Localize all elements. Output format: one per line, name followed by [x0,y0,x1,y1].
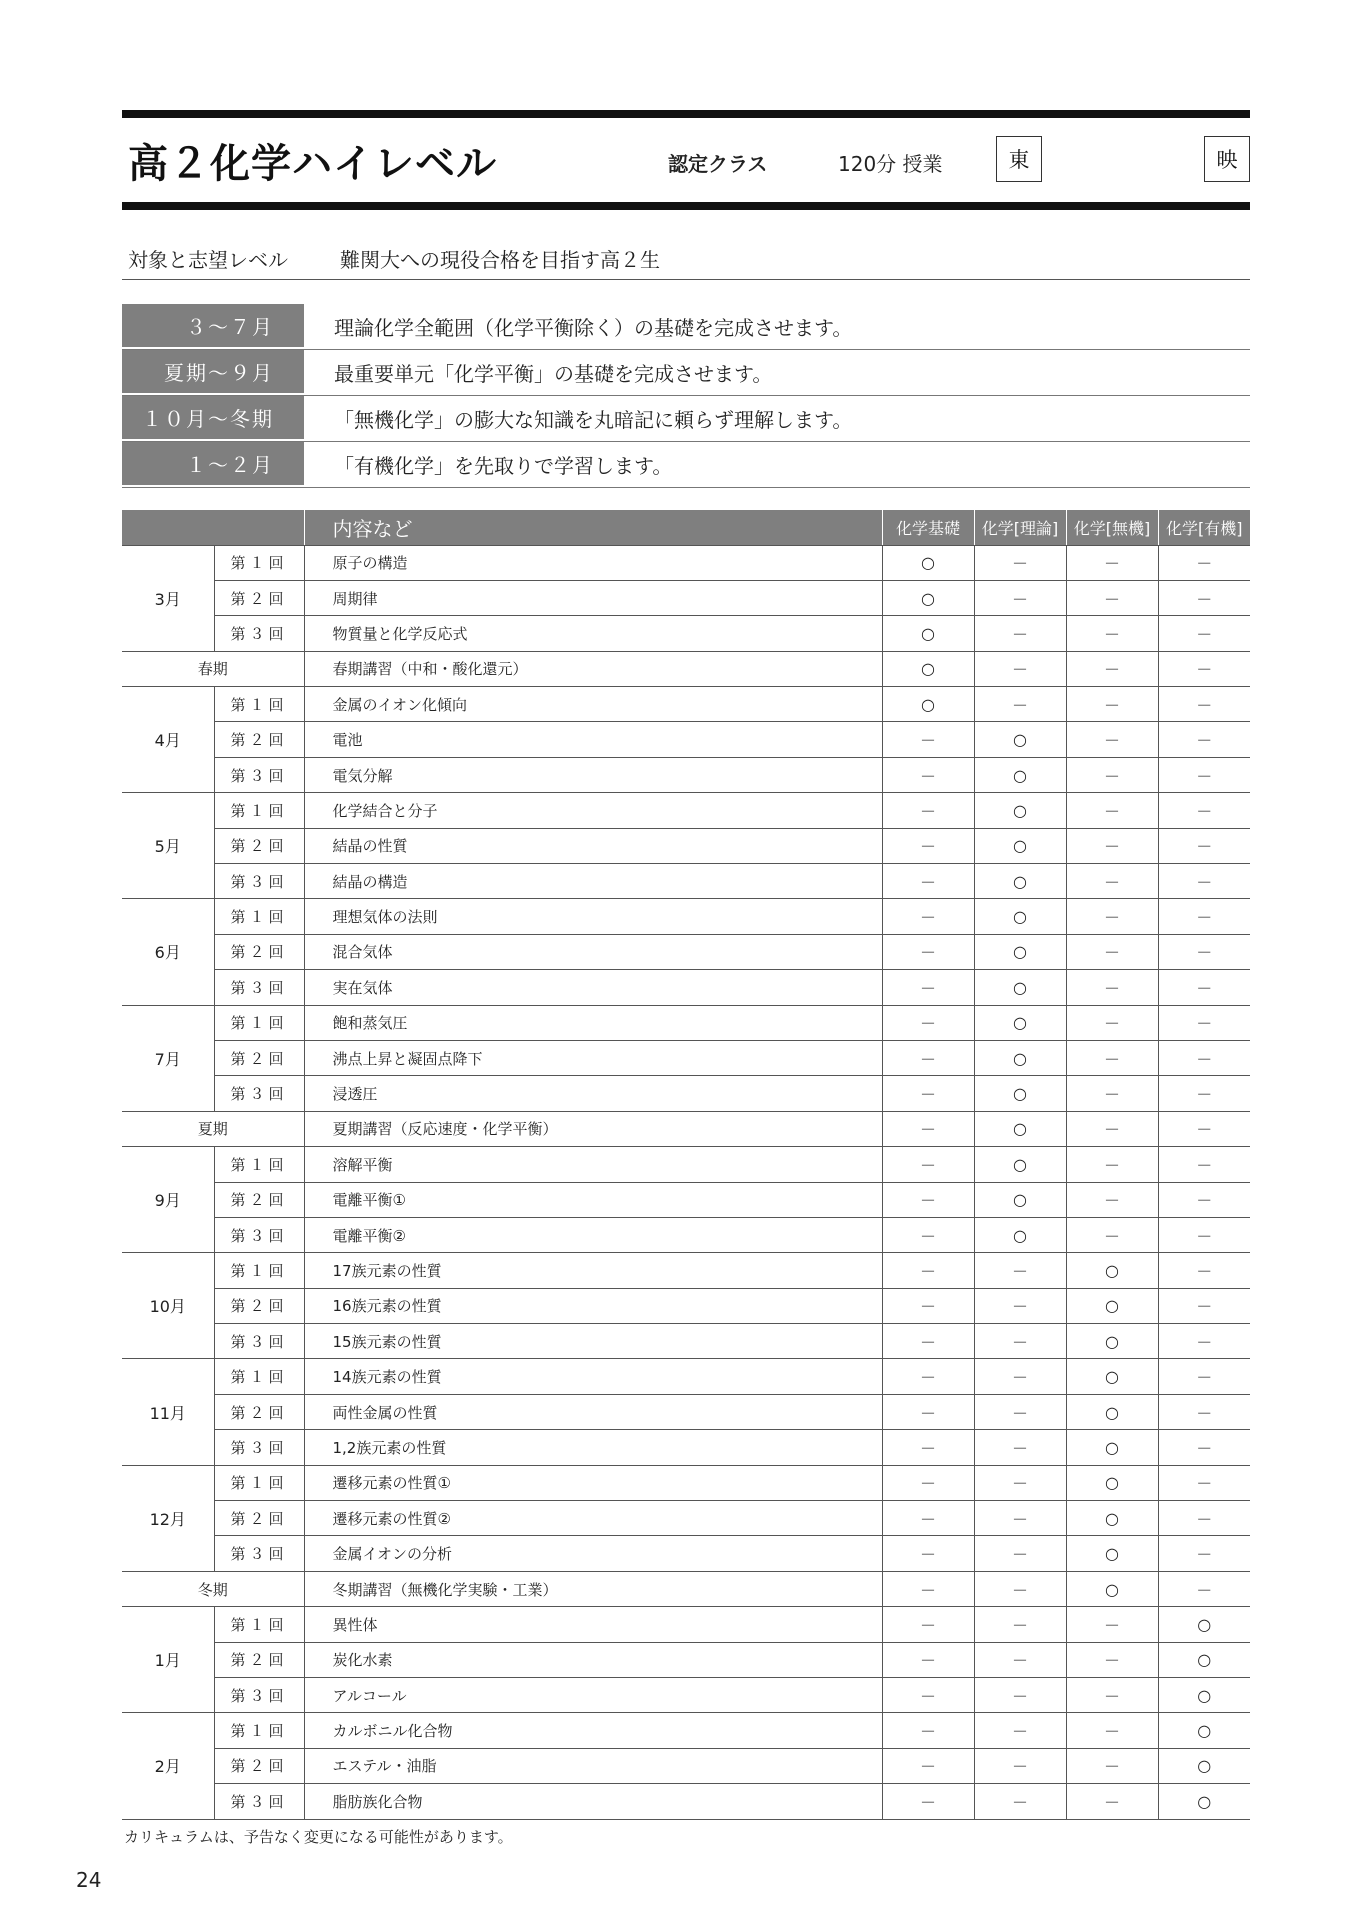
topic-mark-cell: － [1066,651,1158,686]
topic-mark-cell: － [882,1005,974,1040]
period-description: 最重要単元「化学平衡」の基礎を完成させます。 [334,362,773,386]
topic-mark-cell: － [1158,1005,1250,1040]
topic-mark-cell: － [882,1465,974,1500]
topic-mark-cell: － [882,1359,974,1394]
period-row [122,304,1250,350]
east-campus-badge: 東 [996,136,1042,182]
session-cell: 第１回 [214,687,304,722]
table-row [122,1217,1250,1252]
header-content: 内容など [304,510,882,545]
topic-mark-cell: － [1158,1430,1250,1465]
topic-mark-cell: － [1066,1217,1158,1252]
topic-mark-cell: － [974,1713,1066,1748]
table-row [122,1430,1250,1465]
content-cell: 春期講習（中和・酸化還元） [304,651,882,686]
topic-mark-cell: ○ [882,616,974,651]
table-row [122,934,1250,969]
table-row [122,1748,1250,1783]
header-topic-theory: 化学[理論] [974,510,1066,545]
period-row [122,350,1250,396]
content-cell: 周期律 [304,580,882,615]
table-row [122,616,1250,651]
content-cell: 金属イオンの分析 [304,1536,882,1571]
session-cell: 第２回 [214,1288,304,1323]
table-row [122,1040,1250,1075]
topic-mark-cell: － [882,1324,974,1359]
topic-mark-cell: － [882,1288,974,1323]
topic-mark-cell: ○ [882,545,974,580]
topic-mark-cell: － [1158,1501,1250,1536]
topic-mark-cell: － [1066,1040,1158,1075]
topic-mark-cell: － [1158,1147,1250,1182]
topic-mark-cell: ○ [974,1076,1066,1111]
topic-mark-cell: － [1158,722,1250,757]
topic-mark-cell: － [1066,899,1158,934]
session-cell: 第２回 [214,722,304,757]
period-summary [122,304,1250,488]
topic-mark-cell: ○ [974,970,1066,1005]
period-description: 「有機化学」を先取りで学習します。 [334,454,673,478]
content-cell: 15族元素の性質 [304,1324,882,1359]
table-row [122,1607,1250,1642]
month-cell: 1月 [122,1607,214,1713]
topic-mark-cell: ○ [1158,1642,1250,1677]
header-topic-organic: 化学[有機] [1158,510,1250,545]
month-cell: 2月 [122,1713,214,1819]
target-level-row [122,238,1250,280]
topic-mark-cell: ○ [974,757,1066,792]
topic-mark-cell: ○ [1066,1359,1158,1394]
topic-mark-cell: － [1158,1182,1250,1217]
topic-mark-cell: － [1066,1748,1158,1783]
topic-mark-cell: － [974,1394,1066,1429]
content-cell: 両性金属の性質 [304,1394,882,1429]
content-cell: 浸透圧 [304,1076,882,1111]
table-row [122,1501,1250,1536]
content-cell: 結晶の構造 [304,864,882,899]
session-cell: 第２回 [214,1642,304,1677]
session-cell: 第１回 [214,1607,304,1642]
session-cell: 第２回 [214,934,304,969]
topic-mark-cell: ○ [974,793,1066,828]
disclaimer-note: カリキュラムは、予告なく変更になる可能性があります。 [124,1827,513,1846]
session-cell: 第２回 [214,828,304,863]
topic-mark-cell: － [1066,1642,1158,1677]
topic-mark-cell: ○ [974,1217,1066,1252]
topic-mark-cell: ○ [1066,1465,1158,1500]
lesson-duration: 120分 授業 [838,152,943,176]
topic-mark-cell: ○ [974,1147,1066,1182]
content-cell: 化学結合と分子 [304,793,882,828]
table-row [122,580,1250,615]
month-cell: 7月 [122,1005,214,1111]
topic-mark-cell: － [1066,1607,1158,1642]
table-row [122,651,1250,686]
header-topic-inorganic: 化学[無機] [1066,510,1158,545]
topic-mark-cell: ○ [974,1182,1066,1217]
topic-mark-cell: － [974,1324,1066,1359]
topic-mark-cell: － [1158,1536,1250,1571]
session-cell: 第２回 [214,1182,304,1217]
topic-mark-cell: ○ [1066,1394,1158,1429]
topic-mark-cell: － [1066,545,1158,580]
table-row [122,1571,1250,1606]
period-name: １～２月 [122,442,304,487]
topic-mark-cell: － [974,1642,1066,1677]
class-type: 認定クラス [668,152,768,176]
month-cell: 4月 [122,687,214,793]
table-row [122,1147,1250,1182]
content-cell: 炭化水素 [304,1642,882,1677]
topic-mark-cell: － [974,1784,1066,1819]
table-row [122,1005,1250,1040]
topic-mark-cell: ○ [1066,1324,1158,1359]
course-page [122,110,1250,1847]
period-description: 理論化学全範囲（化学平衡除く）の基礎を完成させます。 [334,316,853,340]
topic-mark-cell: － [1066,793,1158,828]
content-cell: 結晶の性質 [304,828,882,863]
table-row [122,722,1250,757]
content-cell: 16族元素の性質 [304,1288,882,1323]
session-cell: 第２回 [214,1748,304,1783]
month-cell: 10月 [122,1253,214,1359]
session-cell: 第２回 [214,1501,304,1536]
table-row [122,864,1250,899]
topic-mark-cell: ○ [974,934,1066,969]
session-cell: 第３回 [214,1784,304,1819]
topic-mark-cell: － [1066,1784,1158,1819]
content-cell: 1,2族元素の性質 [304,1430,882,1465]
content-cell: カルボニル化合物 [304,1713,882,1748]
topic-mark-cell: － [1066,616,1158,651]
session-cell: 第３回 [214,1076,304,1111]
header-blank [122,510,304,545]
content-cell: 溶解平衡 [304,1147,882,1182]
table-row [122,687,1250,722]
content-cell: 17族元素の性質 [304,1253,882,1288]
topic-mark-cell: － [974,1465,1066,1500]
topic-mark-cell: － [1158,545,1250,580]
topic-mark-cell: － [974,1536,1066,1571]
topic-mark-cell: － [882,1536,974,1571]
month-cell: 11月 [122,1359,214,1465]
topic-mark-cell: － [1158,1111,1250,1146]
topic-mark-cell: － [974,687,1066,722]
topic-mark-cell: － [1158,934,1250,969]
header-topic-basic: 化学基礎 [882,510,974,545]
table-row [122,1678,1250,1713]
target-label: 対象と志望レベル [128,248,288,272]
special-term-cell: 春期 [122,651,304,686]
topic-mark-cell: － [1066,1182,1158,1217]
topic-mark-cell: － [882,899,974,934]
session-cell: 第２回 [214,1394,304,1429]
topic-mark-cell: ○ [974,722,1066,757]
topic-mark-cell: － [882,828,974,863]
topic-mark-cell: ○ [974,828,1066,863]
curriculum-table [122,510,1250,1820]
table-row [122,1076,1250,1111]
topic-mark-cell: － [1066,1678,1158,1713]
session-cell: 第３回 [214,1678,304,1713]
table-row [122,1394,1250,1429]
topic-mark-cell: － [974,1748,1066,1783]
topic-mark-cell: ○ [974,1040,1066,1075]
topic-mark-cell: ○ [1158,1607,1250,1642]
topic-mark-cell: － [1158,1571,1250,1606]
topic-mark-cell: － [882,864,974,899]
topic-mark-cell: － [1066,1111,1158,1146]
topic-mark-cell: － [974,545,1066,580]
table-row [122,899,1250,934]
special-term-cell: 冬期 [122,1571,304,1606]
table-row [122,545,1250,580]
topic-mark-cell: － [974,1571,1066,1606]
topic-mark-cell: － [1158,1394,1250,1429]
table-row [122,1784,1250,1819]
topic-mark-cell: － [1066,580,1158,615]
topic-mark-cell: － [974,651,1066,686]
topic-mark-cell: － [882,1501,974,1536]
topic-mark-cell: － [882,1040,974,1075]
topic-mark-cell: － [1158,1359,1250,1394]
content-cell: 沸点上昇と凝固点降下 [304,1040,882,1075]
table-row [122,1359,1250,1394]
month-cell: 12月 [122,1465,214,1571]
topic-mark-cell: － [1158,1040,1250,1075]
topic-mark-cell: － [1066,934,1158,969]
content-cell: 金属のイオン化傾向 [304,687,882,722]
topic-mark-cell: － [882,1253,974,1288]
content-cell: 混合気体 [304,934,882,969]
table-row [122,1288,1250,1323]
content-cell: 電離平衡② [304,1217,882,1252]
month-cell: 5月 [122,793,214,899]
topic-mark-cell: － [1066,1005,1158,1040]
topic-mark-cell: － [1158,1288,1250,1323]
topic-mark-cell: ○ [974,1111,1066,1146]
topic-mark-cell: － [882,934,974,969]
content-cell: 脂肪族化合物 [304,1784,882,1819]
period-row [122,442,1250,488]
content-cell: 理想気体の法則 [304,899,882,934]
session-cell: 第３回 [214,757,304,792]
session-cell: 第３回 [214,1324,304,1359]
session-cell: 第１回 [214,545,304,580]
month-cell: 9月 [122,1147,214,1253]
topic-mark-cell: － [882,1147,974,1182]
topic-mark-cell: ○ [882,580,974,615]
topic-mark-cell: － [974,1501,1066,1536]
topic-mark-cell: － [882,757,974,792]
content-cell: 実在気体 [304,970,882,1005]
topic-mark-cell: － [1066,722,1158,757]
topic-mark-cell: － [882,1394,974,1429]
topic-mark-cell: － [882,1076,974,1111]
session-cell: 第１回 [214,1147,304,1182]
topic-mark-cell: － [974,580,1066,615]
session-cell: 第１回 [214,793,304,828]
content-cell: 原子の構造 [304,545,882,580]
topic-mark-cell: － [974,616,1066,651]
session-cell: 第１回 [214,1713,304,1748]
topic-mark-cell: － [882,1713,974,1748]
topic-mark-cell: － [974,1430,1066,1465]
period-name: １０月～冬期 [122,396,304,441]
table-row [122,1324,1250,1359]
table-row [122,757,1250,792]
month-cell: 3月 [122,545,214,651]
topic-mark-cell: ○ [1066,1571,1158,1606]
topic-mark-cell: － [882,1607,974,1642]
topic-mark-cell: － [1158,580,1250,615]
topic-mark-cell: ○ [974,864,1066,899]
topic-mark-cell: － [882,1748,974,1783]
topic-mark-cell: － [882,1571,974,1606]
topic-mark-cell: － [974,1288,1066,1323]
topic-mark-cell: － [1066,864,1158,899]
table-header-row [122,510,1250,545]
topic-mark-cell: ○ [1066,1430,1158,1465]
topic-mark-cell: － [1066,757,1158,792]
topic-mark-cell: － [1158,1465,1250,1500]
topic-mark-cell: － [882,722,974,757]
session-cell: 第１回 [214,1253,304,1288]
session-cell: 第３回 [214,1430,304,1465]
topic-mark-cell: － [1066,828,1158,863]
content-cell: 飽和蒸気圧 [304,1005,882,1040]
topic-mark-cell: － [882,1217,974,1252]
topic-mark-cell: － [882,1111,974,1146]
topic-mark-cell: － [1158,1076,1250,1111]
topic-mark-cell: ○ [974,899,1066,934]
table-row [122,1713,1250,1748]
topic-mark-cell: － [974,1678,1066,1713]
topic-mark-cell: － [1158,864,1250,899]
topic-mark-cell: － [1158,651,1250,686]
content-cell: エステル・油脂 [304,1748,882,1783]
content-cell: 夏期講習（反応速度・化学平衡） [304,1111,882,1146]
period-row [122,396,1250,442]
video-badge: 映 [1204,136,1250,182]
table-row [122,1182,1250,1217]
topic-mark-cell: － [882,1642,974,1677]
content-cell: 電離平衡① [304,1182,882,1217]
topic-mark-cell: － [974,1607,1066,1642]
content-cell: 物質量と化学反応式 [304,616,882,651]
topic-mark-cell: － [1158,828,1250,863]
topic-mark-cell: － [1158,1253,1250,1288]
topic-mark-cell: ○ [1066,1253,1158,1288]
topic-mark-cell: － [1066,1147,1158,1182]
topic-mark-cell: ○ [1158,1748,1250,1783]
content-cell: 14族元素の性質 [304,1359,882,1394]
table-row [122,1642,1250,1677]
topic-mark-cell: － [1066,687,1158,722]
topic-mark-cell: － [1158,757,1250,792]
session-cell: 第１回 [214,1465,304,1500]
topic-mark-cell: ○ [1066,1536,1158,1571]
content-cell: 電池 [304,722,882,757]
table-row [122,828,1250,863]
session-cell: 第３回 [214,864,304,899]
topic-mark-cell: ○ [1158,1713,1250,1748]
topic-mark-cell: － [882,1784,974,1819]
topic-mark-cell: － [1066,1076,1158,1111]
topic-mark-cell: － [882,970,974,1005]
content-cell: 異性体 [304,1607,882,1642]
topic-mark-cell: － [1158,1324,1250,1359]
session-cell: 第３回 [214,1536,304,1571]
month-cell: 6月 [122,899,214,1005]
topic-mark-cell: － [1158,616,1250,651]
page-number: 24 [76,1868,102,1892]
target-value: 難関大への現役合格を目指す高２生 [340,248,660,272]
topic-mark-cell: － [1158,970,1250,1005]
table-row [122,1536,1250,1571]
special-term-cell: 夏期 [122,1111,304,1146]
period-description: 「無機化学」の膨大な知識を丸暗記に頼らず理解します。 [334,408,853,432]
topic-mark-cell: － [1158,793,1250,828]
session-cell: 第１回 [214,899,304,934]
topic-mark-cell: ○ [1158,1784,1250,1819]
content-cell: 冬期講習（無機化学実験・工業） [304,1571,882,1606]
topic-mark-cell: ○ [1066,1288,1158,1323]
table-row [122,1111,1250,1146]
session-cell: 第３回 [214,970,304,1005]
session-cell: 第２回 [214,1040,304,1075]
table-row [122,1253,1250,1288]
topic-mark-cell: ○ [974,1005,1066,1040]
topic-mark-cell: － [882,1430,974,1465]
topic-mark-cell: － [1066,970,1158,1005]
topic-mark-cell: ○ [882,651,974,686]
content-cell: 遷移元素の性質① [304,1465,882,1500]
session-cell: 第１回 [214,1359,304,1394]
session-cell: 第３回 [214,1217,304,1252]
topic-mark-cell: － [882,793,974,828]
topic-mark-cell: － [882,1678,974,1713]
table-row [122,1465,1250,1500]
title-bar [122,110,1250,210]
session-cell: 第１回 [214,1005,304,1040]
session-cell: 第３回 [214,616,304,651]
topic-mark-cell: － [1066,1713,1158,1748]
topic-mark-cell: － [974,1253,1066,1288]
table-row [122,970,1250,1005]
topic-mark-cell: ○ [1066,1501,1158,1536]
topic-mark-cell: － [1158,1217,1250,1252]
topic-mark-cell: － [882,1182,974,1217]
table-row [122,793,1250,828]
content-cell: アルコール [304,1678,882,1713]
content-cell: 電気分解 [304,757,882,792]
period-name: ３～７月 [122,304,304,349]
topic-mark-cell: － [974,1359,1066,1394]
course-title: 高２化学ハイレベル [128,141,497,187]
content-cell: 遷移元素の性質② [304,1501,882,1536]
topic-mark-cell: ○ [1158,1678,1250,1713]
topic-mark-cell: ○ [882,687,974,722]
period-name: 夏期～９月 [122,350,304,395]
topic-mark-cell: － [1158,899,1250,934]
topic-mark-cell: － [1158,687,1250,722]
session-cell: 第２回 [214,580,304,615]
